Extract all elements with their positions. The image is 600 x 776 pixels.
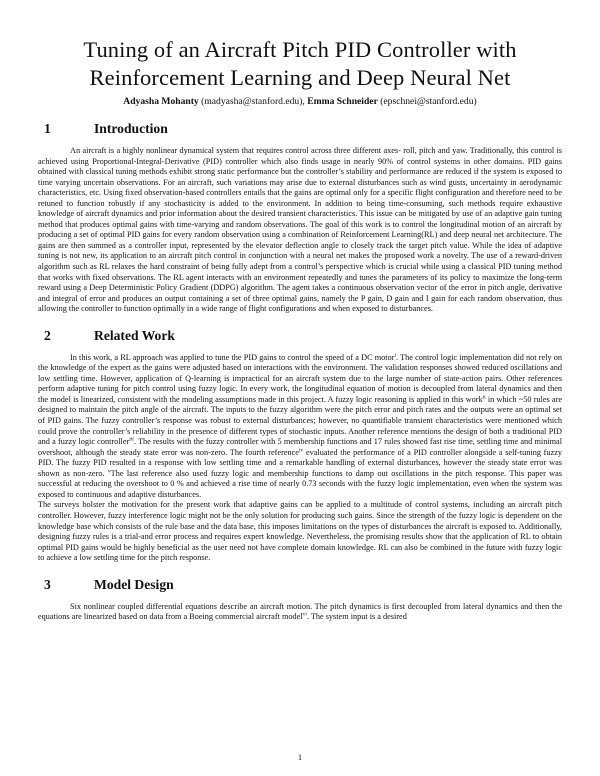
author-1-email: (madyasha@stanford.edu), bbox=[198, 96, 308, 107]
section-3-heading bbox=[38, 577, 562, 593]
section-1-paragraph-1: An aircraft is a highly nonlinear dynamical system that requires control across three different axes- roll, pitch and yaw. Traditionally, this control is achieved using Proportional-Integral-Derivative (PID) controller which also finds usage in nearly 90% of control systems in other domains. PID gains obtained with classical tuning methods exhibit strong static performance but the controller’s stability and performance are reduced if the system is exposed to time varying uncertain observations. For an aircraft, such variations may arise due to external disturbances such as wind gusts, uncertainty in aerodynamic characteristics, etc. Using fixed observation-based controllers entails that the gains are optimal only for a specific flight configuration and therefore need to be retuned to function robustly if any stochasticity is added to the environment. In addition to being time-consuming, such methods require exhaustive knowledge of aircraft dynamics and prior information about the desired transient characteristics. This issue can be mitigated by use of an adaptive gain tuning method that produces optimal gains with time-varying and random observations. The goal of this work is to control the longitudinal motion of an aircraft by producing a set of optimal PID gains for every random observation using a combination of Reinforcement Learning(RL) and deep neural net architecture. The gains are then summed as a controller input, represented by the elevator deflection angle to closely track the target pitch value. While the idea of adaptive tuning is not new, its application to an aircraft pitch control in conjunction with a neural net makes the proposed work a novelty. The use of a reward-driven algorithm such as RL relaxes the hard constraint of being fully adept from a control’s perspective which is crucial while using a classical PID tuning method that works with fixed observations. The RL agent interacts with an environment repeatedly and tunes the parameters of its policy to maximize the long-term reward using a Deep Deterministic Policy Gradient (DDPG) algorithm. The agent takes a continuous observation vector of the error in pitch angle, derivative and integral of error and produces an output containing a set of three optimal gains, namely the P gain, D gain and I gain for each random observation, thus allowing the controller to function optimally in a wide range of flight configurations and when exposed to disturbances. bbox=[38, 146, 562, 314]
title-line-2: Reinforcement Learning and Deep Neural Net bbox=[89, 65, 511, 90]
s2-text-a: In this work, a RL approach was applied to tune the PID gains to control the speed of a DC motor bbox=[70, 352, 395, 362]
paper-title bbox=[38, 36, 562, 92]
reference-marker-iv: iv bbox=[298, 446, 304, 453]
s2-text-c: in which ~50 rules are designed to maintain the pitch angle of the aircraft. The inputs to the fuzzy algorithm were the pitch error and pitch rates and the outputs were an optimal set of PID gains. The fuzzy controller’s response was robust to external disturbances; however, no quantifiable transient characteristics were mentioned which could prove the controller’s reliability in the presence of different types of stochastic inputs. Another reference mentions the design of both a traditional PID and a fuzzy logic controller bbox=[38, 394, 563, 447]
section-2-heading bbox=[38, 328, 562, 344]
reference-marker-v: v bbox=[107, 468, 111, 475]
s3-text-a: Six nonlinear coupled differential equations describe an aircraft motion. The pitch dynamics is first decoupled from lateral dynamics and then the equations are linearized based on data from a Boeing commercial aircraft model bbox=[38, 601, 562, 622]
reference-marker-iii: iii bbox=[129, 436, 134, 443]
section-2-number: 2 bbox=[44, 327, 51, 343]
author-2-email: (epschnei@stanford.edu) bbox=[377, 96, 477, 107]
section-1-heading bbox=[38, 121, 562, 137]
s3-text-b: . The system input is a desired bbox=[306, 612, 407, 622]
author-2-name: Emma Schneider bbox=[307, 96, 378, 107]
section-2-paragraph-1 bbox=[38, 353, 562, 501]
section-1-title: Introduction bbox=[94, 121, 168, 136]
s2-text-f: The last reference also used fuzzy logic and membership functions to damp out oscillations in the pitch response. This paper was successful at reducing the overshoot to 0 % and achieved a rise time of nearly 0.73 seconds with the fuzzy logic implementation, even when the system was exposed to continuous and adaptive disturbances. bbox=[38, 468, 563, 499]
s2-text-e: evaluated the performance of a PID controller alongside a self-tuning fuzzy PID. The fuzzy PID resulted in a response with low settling time and a remarkable handling of external disturbances, however the steady state error was shown as non-zero. bbox=[38, 447, 563, 478]
reference-marker-vi: vi bbox=[302, 611, 307, 618]
section-2-title: Related Work bbox=[94, 327, 175, 343]
section-3-number: 3 bbox=[44, 576, 51, 592]
page-number: 1 bbox=[297, 752, 303, 762]
section-3-paragraph-1 bbox=[38, 602, 562, 623]
author-1-name: Adyasha Mohanty bbox=[123, 96, 199, 107]
author-line bbox=[38, 96, 562, 108]
s2-text-d: . The results with the fuzzy controller with 5 membership functions and 17 rules showed fast rise time, settling time and minimal overshoot, although the steady state error was non-zero. The fourth reference bbox=[38, 437, 562, 457]
title-line-1: Tuning of an Aircraft Pitch PID Controller with bbox=[83, 37, 517, 62]
s2-text-b: . The control logic implementation did not rely on the knowledge of the expert as the gains were adjusted based on interactions with the environment. The validation responses showed reduced oscillations and low settling time. However, application of Q-learning is impractical for an aircraft system due to the large number of state-action pairs. Other references perform adaptive tuning for pitch control using fuzzy logic. In every work, the longitudinal equation of motion is decoupled from lateral dynamics and then the model is linearized, consistent with the modeling assumptions made in this project. A fuzzy logic reasoning is applied in this work bbox=[38, 352, 563, 404]
reference-marker-i: i bbox=[394, 352, 396, 358]
section-2-paragraph-2: The surveys bolster the motivation for the present work that adaptive gains can be applied to a multitude of control systems, including an aircraft pitch controller. However, fuzzy interference logic might not be the only solution for producing such gains. Since the strength of the fuzzy logic is dependent on the knowledge base which consists of the rule base and the data base, this imposes limitations on the types of disturbances the aircraft is exposed to. Additionally, designing fuzzy rules is a trial-and error process and requires expert knowledge. Nevertheless, the promising results show that the application of RL to obtain optimal PID gains would be highly beneficial as the user need not have complete domain knowledge. RL can also be combined in the future with fuzzy logic to achieve a low settling time for the pitch response. bbox=[38, 500, 562, 563]
reference-marker-ii: ii bbox=[482, 394, 486, 401]
section-1-number: 1 bbox=[44, 121, 51, 136]
section-3-title: Model Design bbox=[94, 576, 174, 592]
